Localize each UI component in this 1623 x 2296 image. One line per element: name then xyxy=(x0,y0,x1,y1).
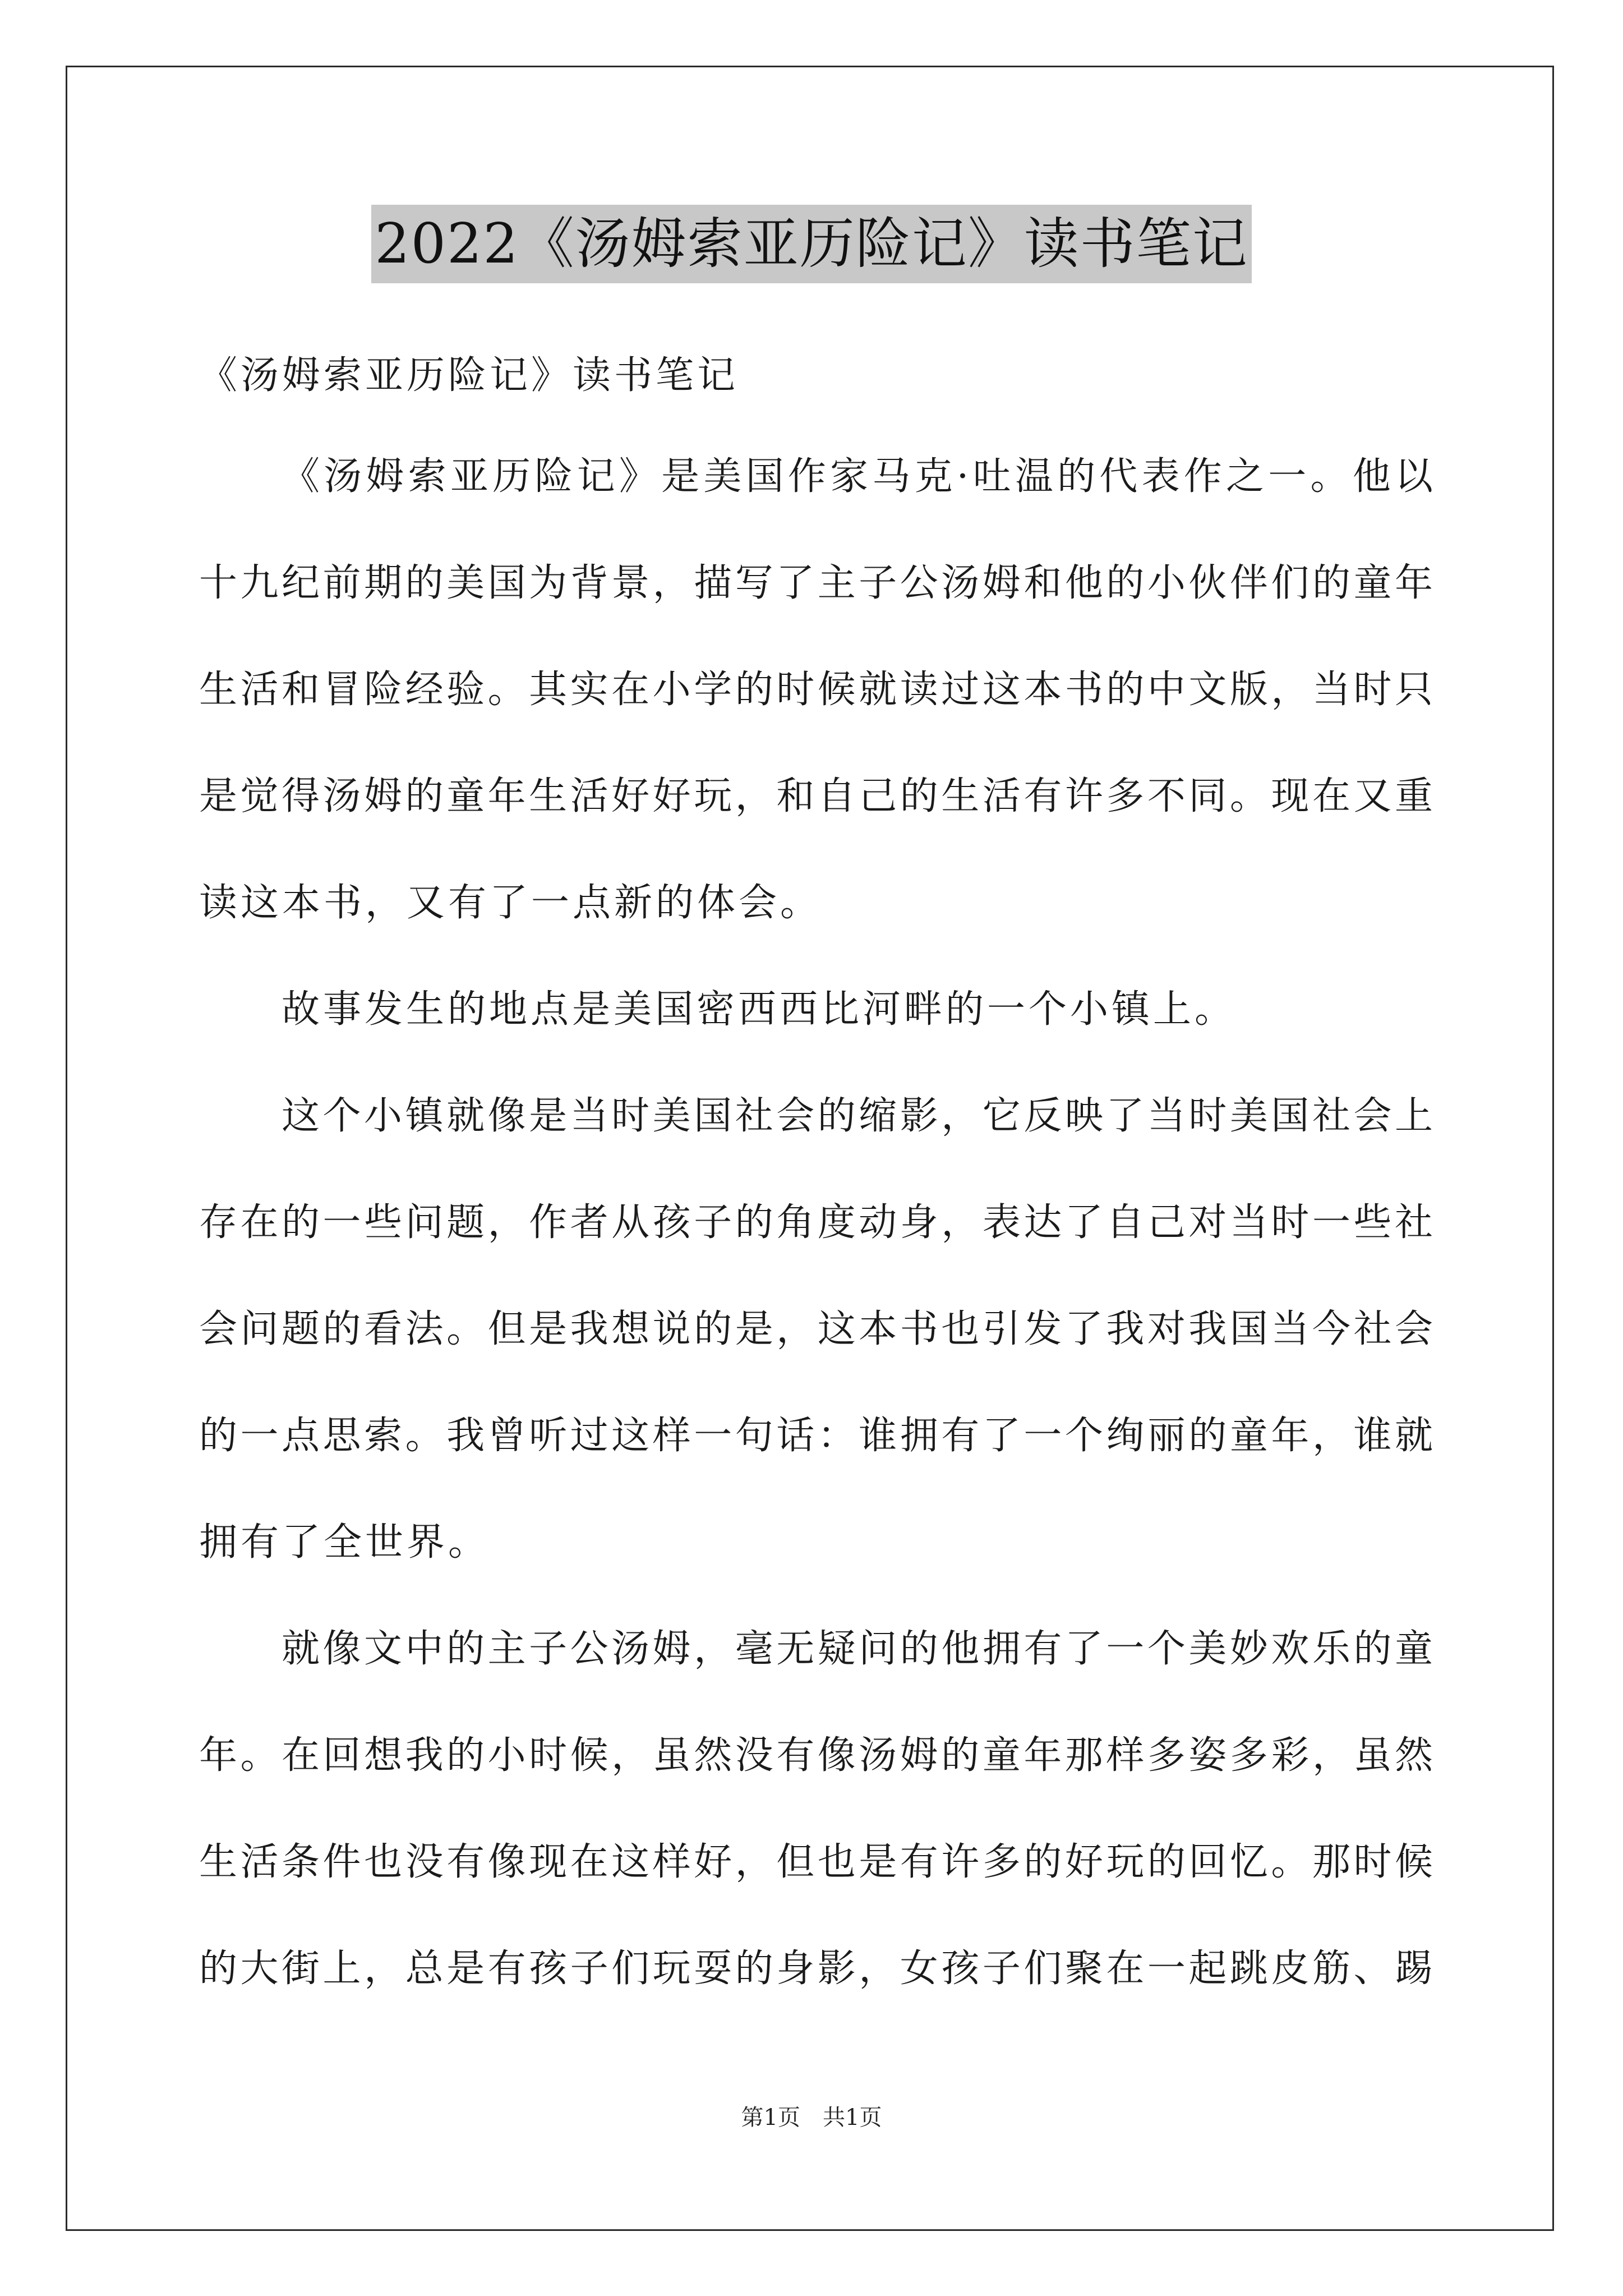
text-line: 拥有了全世界。 xyxy=(199,1520,490,1565)
text-line: 存在的一些问题，作者从孩子的角度动身，表达了自己对当时一些社 xyxy=(199,1200,1433,1245)
text-line: 生活和冒险经验。其实在小学的时候就读过这本书的中文版，当时只 xyxy=(199,668,1433,712)
document-subtitle: 《汤姆索亚历险记》读书笔记 xyxy=(199,353,739,398)
text-line: 《汤姆索亚历险记》是美国作家马克·吐温的代表作之一。他以 xyxy=(282,454,1433,499)
text-line: 年。在回想我的小时候，虽然没有像汤姆的童年那样多姿多彩，虽然 xyxy=(199,1733,1433,1778)
page-number-footer: 第1页 共1页 xyxy=(741,2105,882,2131)
text-line: 读这本书，又有了一点新的体会。 xyxy=(199,881,822,925)
text-line: 是觉得汤姆的童年生活好好玩，和自己的生活有许多不同。现在又重 xyxy=(199,774,1433,818)
text-line: 的大街上，总是有孩子们玩耍的身影，女孩子们聚在一起跳皮筋、踢 xyxy=(199,1947,1433,1991)
text-line: 会问题的看法。但是我想说的是，这本书也引发了我对我国当今社会 xyxy=(199,1307,1433,1351)
text-line: 故事发生的地点是美国密西西比河畔的一个小镇上。 xyxy=(282,987,1237,1032)
title-container xyxy=(0,205,1623,283)
text-line: 十九纪前期的美国为背景，描写了主子公汤姆和他的小伙伴们的童年 xyxy=(199,561,1433,605)
text-line: 这个小镇就像是当时美国社会的缩影，它反映了当时美国社会上 xyxy=(282,1094,1433,1138)
text-line: 生活条件也没有像现在这样好，但也是有许多的好玩的回忆。那时候 xyxy=(199,1840,1433,1884)
document-title: 2022《汤姆索亚历险记》读书笔记 xyxy=(371,205,1251,283)
text-line: 就像文中的主子公汤姆，毫无疑问的他拥有了一个美妙欢乐的童 xyxy=(282,1627,1433,1671)
text-line: 的一点思索。我曾听过这样一句话：谁拥有了一个绚丽的童年，谁就 xyxy=(199,1414,1433,1458)
